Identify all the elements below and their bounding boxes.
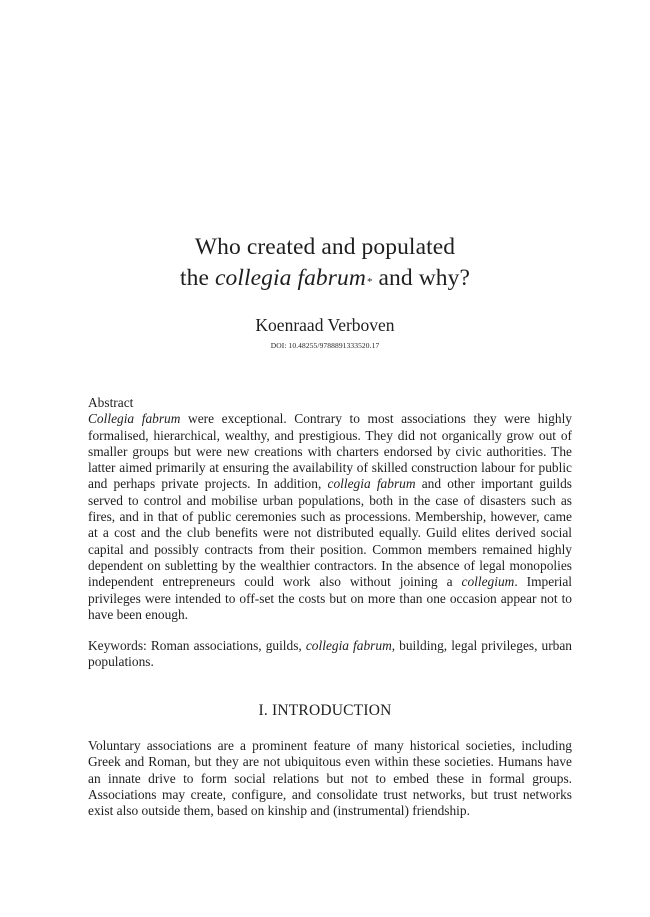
paper-title (0, 232, 650, 294)
abstract-text-1: were exceptional. Contrary to most associations they were highly formalised, hierarchical, wealthy, and prestigious. They did not organically grow out of smaller groups but were new creations with charters endorsed by civic authorities. The latter aimed primarily at ensuring the availability of skilled construction labour for public and perhaps private projects. In addition, (88, 411, 572, 492)
abstract-body (88, 411, 572, 623)
abstract-heading: Abstract (88, 395, 134, 410)
abstract-italic-1: Collegia fabrum (88, 411, 181, 427)
keywords-suffix: , building, legal privileges, urban populations. (88, 638, 573, 670)
title-italic-term: collegia fabrum (214, 265, 366, 291)
keywords-line (88, 638, 572, 671)
title-line-2 (0, 263, 650, 294)
keywords-italic: collegia fabrum (305, 638, 392, 653)
abstract-italic-3: collegium (461, 574, 515, 590)
doi-identifier: DOI: 10.48255/9788891333520.17 (270, 341, 380, 350)
abstract-text-3: . Imperial privileges were intended to off-set the costs but on more than one occasion appear not to have been enough. (88, 574, 572, 622)
abstract-text-2: and other important guilds served to control and mobilise urban populations, both in the case of disasters such as fires, and in that of public ceremonies such as processions. Membership, however, came at a cost and the club benefits were not distributed equally. Guild elites derived social capital and possibly contracts from their position. Common members remained highly dependent on subletting by the wealthier contractors. In the absence of legal monopolies independent entrepreneurs could work also without joining a (88, 476, 572, 590)
abstract-italic-2: collegia fabrum (327, 476, 416, 492)
title-line-1: Who created and populated (194, 234, 456, 260)
abstract-section (88, 395, 572, 623)
title-line-2-prefix: the (179, 265, 215, 291)
keywords-prefix: Keywords: Roman associations, guilds, (88, 638, 306, 653)
title-line-2-suffix: and why? (372, 265, 471, 291)
introduction-paragraph: Voluntary associations are a prominent feature of many historical societies, including Greek and Roman, but they are not ubiquitous even within these societies. Humans have an innate drive to form social relations but not to embed these in formal groups. Associations may create, configure, and consolidate trust networks, but trust networks exist also outside them, based on kinship and (instrumental) friendship. (88, 738, 572, 819)
section-heading-introduction: I. INTRODUCTION (258, 702, 392, 719)
author-name: Koenraad Verboven (255, 315, 395, 335)
title-footnote-mark: * (366, 276, 373, 288)
